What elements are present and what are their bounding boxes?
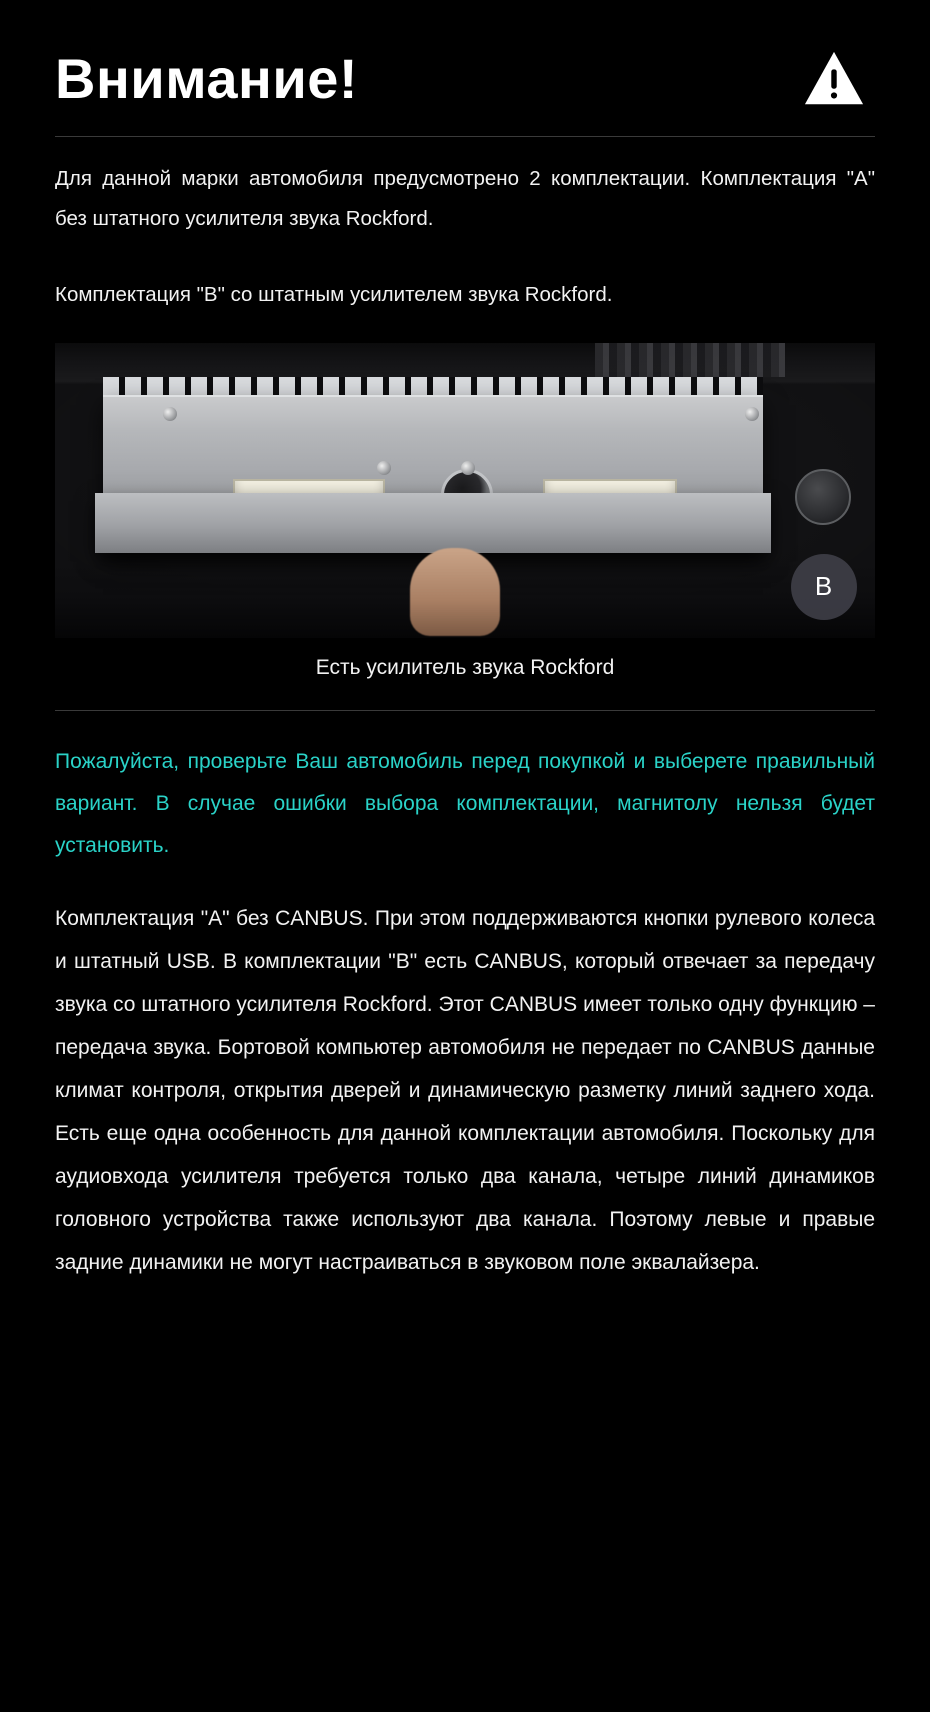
bracket-lower-rail [95,493,771,553]
head-unit-photo [55,343,875,638]
body-description: Комплектация "А" без CANBUS. При этом поддерживаются кнопки рулевого колеса и штатный USB. В комплектации "B" есть CANBUS, который отвечает за передачу звука со штатного усилителя Rockford. Этот CANBUS имеет только одну функцию – передача звука. Бортовой компьютер автомобиля не передает по CANBUS данные климат контроля, открытия дверей и динамическую разметку линий заднего хода. Есть еще одна особенность для данной комплектации автомобиля. Поскольку для аудиовхода усилителя требуется только два канала, четыре линий динамиков головного устройства также используют два канала. Поэтому левые и правые задние динамики не могут настраиваться в звуковом поле эквалайзера. [55,906,875,1275]
dashboard-knob [795,469,851,525]
intro-paragraph-1: Для данной марки автомобиля предусмотрено 2 комплектации. Комплектация "А" без штатного усилителя звука Rockford. [55,167,875,230]
screw-icon [377,461,391,475]
warning-triangle-icon [803,48,875,110]
wire-harness [595,343,785,377]
highlight-note: Пожалуйста, проверьте Ваш автомобиль перед покупкой и выберете правильный вариант. В случае ошибки выбора комплектации, магнитолу нельзя будет установить. [55,749,875,857]
screw-icon [745,407,759,421]
variant-badge: B [791,554,857,620]
photo-background [55,343,875,638]
screw-icon [461,461,475,475]
page-header [55,0,875,120]
hand-thumb [410,548,500,636]
photo-caption: Есть усилитель звука Rockford [315,655,615,679]
intro-paragraph-2: Комплектация "B" со штатным усилителем звука Rockford. [55,282,613,306]
section-divider [55,710,875,711]
page-title: Внимание! [55,46,359,110]
screw-icon [163,407,177,421]
header-divider [55,136,875,137]
